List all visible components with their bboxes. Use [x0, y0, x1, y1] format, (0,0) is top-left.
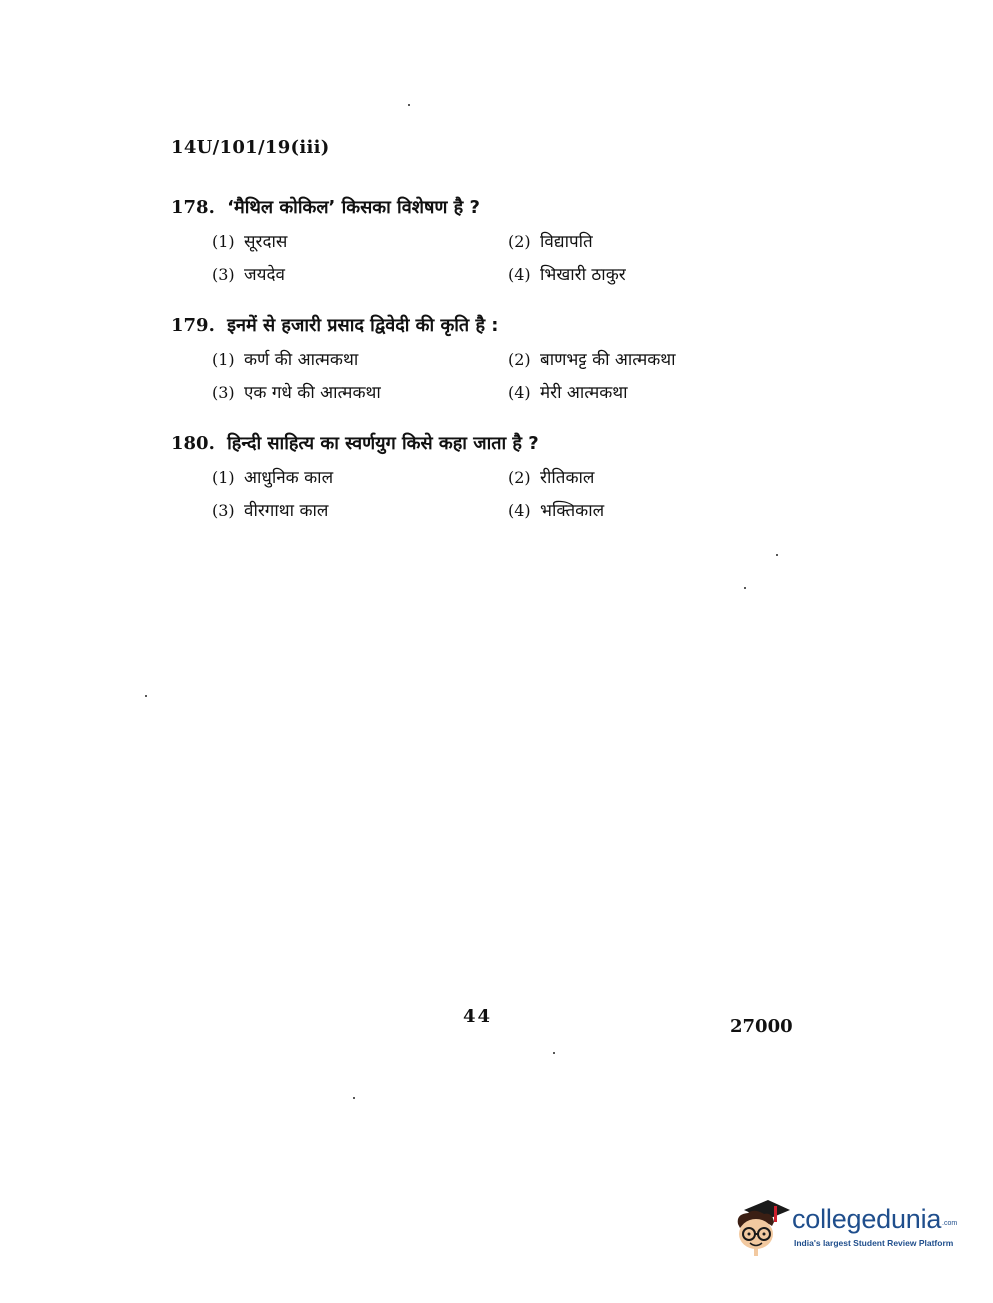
option-4 [508, 260, 808, 290]
question-178 [171, 193, 811, 290]
scan-speck [776, 554, 778, 556]
brand-tagline: India's largest Student Review Platform [794, 1238, 954, 1248]
option-text: आधुनिक काल [244, 468, 334, 488]
options-grid [212, 345, 811, 408]
paper-code: 14U/101/19(iii) [171, 137, 330, 158]
scan-speck [553, 1052, 555, 1054]
option-text: भिखारी ठाकुर [540, 265, 626, 285]
option-2 [508, 463, 808, 493]
question-stem [171, 429, 811, 459]
brand-tld: .com [942, 1220, 958, 1227]
brand-name: collegedunia [792, 1204, 942, 1234]
option-number: (3) [212, 265, 235, 284]
option-4 [508, 496, 808, 526]
option-text: मेरी आत्मकथा [540, 383, 628, 403]
option-4 [508, 378, 808, 408]
option-number: (1) [212, 350, 235, 369]
option-text: जयदेव [244, 265, 285, 285]
options-grid [212, 227, 811, 290]
question-text: इनमें से हजारी प्रसाद द्विवेदी की कृति है : [227, 315, 499, 336]
question-stem [171, 193, 811, 223]
question-number: 180. [171, 433, 215, 454]
option-text: रीतिकाल [540, 468, 595, 488]
option-1 [212, 463, 508, 493]
scan-speck [744, 587, 746, 589]
question-179 [171, 311, 811, 408]
option-number: (3) [212, 501, 235, 520]
option-2 [508, 345, 808, 375]
student-mascot-icon [734, 1196, 790, 1258]
question-number: 178. [171, 197, 215, 218]
option-number: (1) [212, 232, 235, 251]
scan-speck [353, 1097, 355, 1099]
option-text: भक्तिकाल [540, 501, 605, 521]
question-stem [171, 311, 811, 341]
question-text: ‘मैथिल कोकिल’ किसका विशेषण है ? [227, 197, 480, 218]
option-text: एक गधे की आत्मकथा [244, 383, 381, 403]
copies-count: 27000 [730, 1016, 793, 1037]
option-number: (2) [508, 232, 531, 251]
option-text: कर्ण की आत्मकथा [244, 350, 359, 370]
option-text: वीरगाथा काल [244, 501, 329, 521]
option-text: बाणभट्ट की आत्मकथा [540, 350, 676, 370]
options-grid [212, 463, 811, 526]
option-number: (4) [508, 383, 531, 402]
question-number: 179. [171, 315, 215, 336]
option-number: (2) [508, 350, 531, 369]
option-number: (4) [508, 265, 531, 284]
option-3 [212, 496, 508, 526]
option-1 [212, 345, 508, 375]
option-text: सूरदास [244, 232, 288, 252]
question-180 [171, 429, 811, 526]
option-2 [508, 227, 808, 257]
option-3 [212, 260, 508, 290]
scan-speck [145, 695, 147, 697]
option-number: (2) [508, 468, 531, 487]
option-number: (1) [212, 468, 235, 487]
option-number: (4) [508, 501, 531, 520]
page-number: 44 [463, 1006, 493, 1027]
question-text: हिन्दी साहित्य का स्वर्णयुग किसे कहा जाता है ? [227, 433, 539, 454]
option-1 [212, 227, 508, 257]
scan-speck [408, 104, 410, 106]
option-number: (3) [212, 383, 235, 402]
collegedunia-logo [734, 1196, 964, 1260]
option-3 [212, 378, 508, 408]
option-text: विद्यापति [540, 232, 593, 252]
